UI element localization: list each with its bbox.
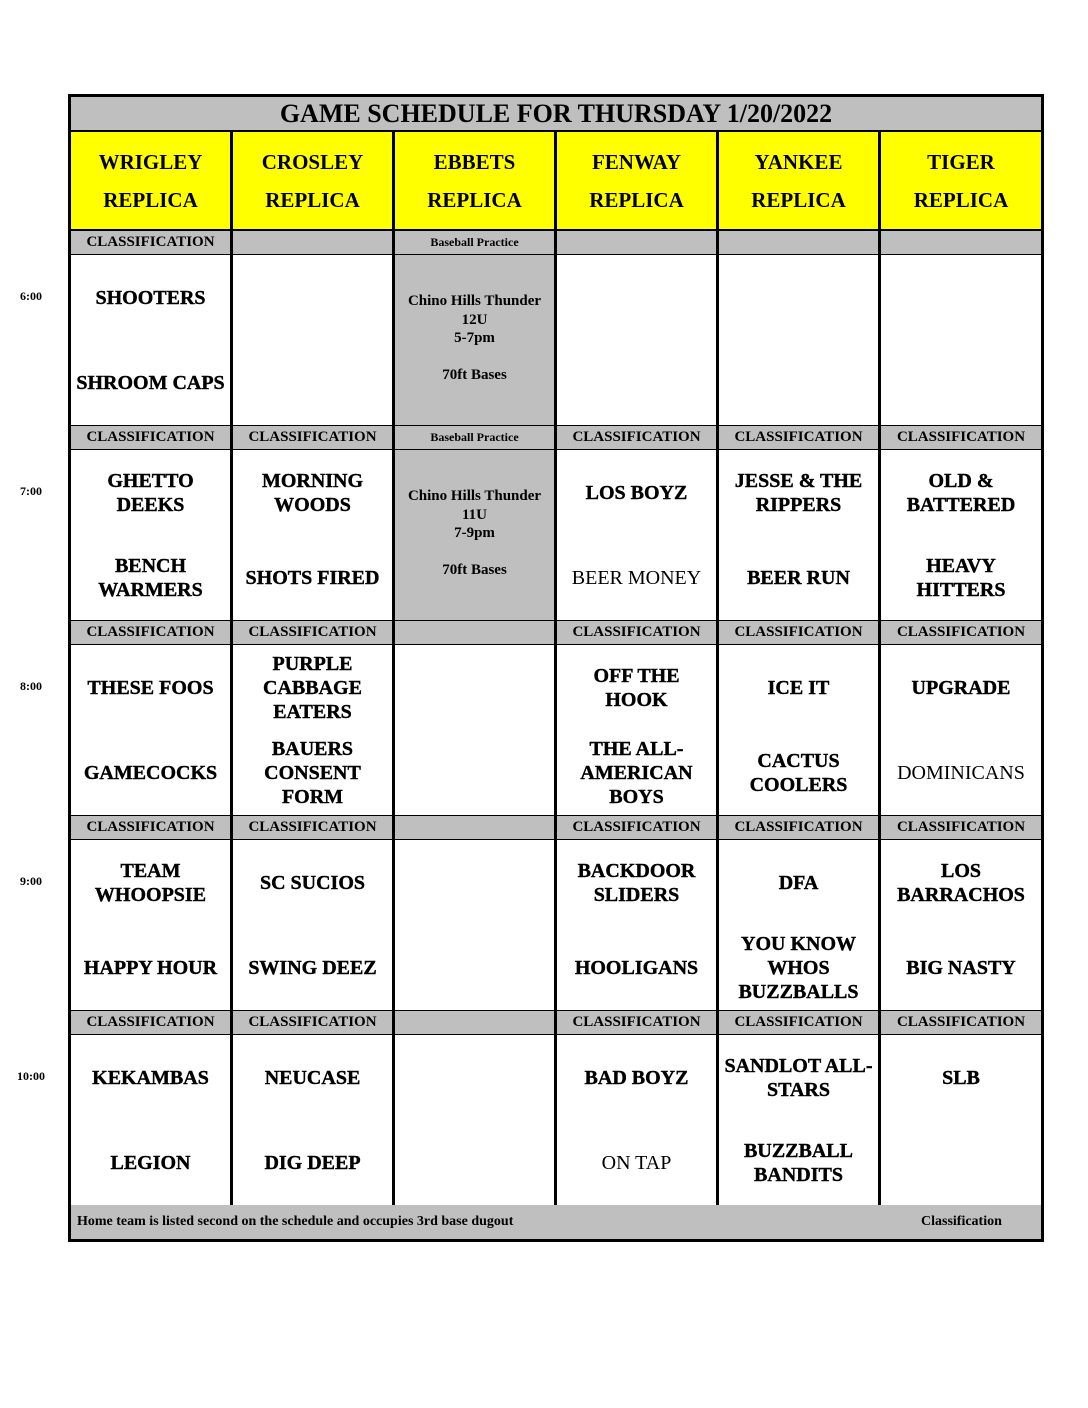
classification-bar [395, 621, 554, 644]
footer-legend: Classification [921, 1214, 1002, 1229]
game-cell [233, 840, 392, 1010]
game-cell [881, 840, 1041, 1010]
field-header-tiger [881, 132, 1041, 229]
footer-note: Home team is listed second on the schedule and occupies 3rd base dugout [77, 1214, 514, 1229]
visiting-team: KEKAMBAS [92, 1066, 209, 1089]
visiting-team: JESSE & THE RIPPERS [734, 469, 863, 516]
field-name: FENWAY [591, 149, 682, 174]
home-team: DOMINICANS [897, 761, 1025, 784]
home-team: DIG DEEP [264, 1151, 361, 1174]
visiting-team: ICE IT [767, 676, 830, 699]
home-team: THE ALL-AMERICAN BOYS [580, 737, 693, 808]
game-cell [395, 645, 554, 815]
classification-label: CLASSIFICATION [86, 624, 215, 640]
classification-bar [233, 231, 392, 254]
game-cell [395, 1035, 554, 1205]
classification-bar [233, 816, 392, 839]
field-header-crosley [233, 132, 392, 229]
practice-line: 5-7pm [454, 330, 495, 346]
visiting-team: BAD BOYZ [584, 1066, 689, 1089]
visiting-team: SANDLOT ALL-STARS [724, 1054, 873, 1101]
classification-label: CLASSIFICATION [572, 1014, 701, 1030]
classification-bar [557, 426, 716, 449]
home-team: CACTUS COOLERS [749, 749, 848, 796]
game-cell [71, 645, 230, 815]
visiting-team: SHOOTERS [95, 286, 206, 309]
field-name: WRIGLEY [98, 149, 203, 174]
classification-label: CLASSIFICATION [734, 819, 863, 835]
classification-label: Baseball Practice [430, 235, 519, 249]
home-team: SHROOM CAPS [76, 371, 225, 394]
game-cell [557, 1035, 716, 1205]
footer-note-bar [71, 1205, 1041, 1239]
game-cell [71, 450, 230, 620]
schedule-title [71, 97, 1041, 130]
field-name: YANKEE [754, 149, 843, 174]
home-team [395, 925, 554, 1010]
field-subtitle: REPLICA [913, 187, 1009, 212]
visiting-team [719, 255, 878, 340]
classification-bar [557, 816, 716, 839]
home-team [881, 1120, 1041, 1205]
visiting-team: SLB [942, 1066, 980, 1089]
visiting-team [395, 840, 554, 925]
home-team [881, 340, 1041, 425]
classification-bar [233, 1011, 392, 1034]
practice-line: 11U [461, 506, 487, 523]
field-header-yankee [719, 132, 878, 229]
game-cell [557, 645, 716, 815]
classification-label: CLASSIFICATION [734, 624, 863, 640]
classification-bar [719, 1011, 878, 1034]
home-team [557, 340, 716, 425]
field-name: TIGER [927, 149, 995, 174]
classification-bar [233, 426, 392, 449]
visiting-team: OLD & BATTERED [906, 469, 1016, 516]
home-team: LEGION [110, 1151, 191, 1174]
home-team: HEAVY HITTERS [916, 554, 1006, 601]
visiting-team: LOS BARRACHOS [897, 859, 1025, 906]
classification-bar [719, 816, 878, 839]
classification-label: Baseball Practice [430, 430, 519, 444]
home-team [395, 730, 554, 815]
game-cell [557, 255, 716, 425]
home-team: SWING DEEZ [248, 956, 377, 979]
game-cell [719, 1035, 878, 1205]
time-label: 10:00 [17, 1069, 45, 1083]
game-cell [557, 450, 716, 620]
visiting-team: TEAM WHOOPSIE [94, 859, 207, 906]
visiting-team [881, 255, 1041, 340]
practice-line: Chino Hills Thunder [407, 293, 542, 309]
game-cell [71, 255, 230, 425]
game-cell [881, 645, 1041, 815]
classification-bar [71, 231, 230, 254]
classification-label: CLASSIFICATION [86, 429, 215, 445]
visiting-team [395, 1035, 554, 1120]
field-subtitle: REPLICA [589, 187, 684, 212]
field-subtitle: REPLICA [103, 187, 198, 212]
classification-bar [71, 816, 230, 839]
visiting-team: MORNING WOODS [261, 469, 364, 516]
classification-label: CLASSIFICATION [896, 1014, 1026, 1030]
classification-label: CLASSIFICATION [896, 819, 1026, 835]
home-team: HAPPY HOUR [83, 956, 218, 979]
time-label: 6:00 [20, 289, 42, 303]
home-team: BEER RUN [747, 566, 850, 589]
visiting-team: UPGRADE [911, 676, 1011, 699]
game-cell [881, 450, 1041, 620]
game-cell [71, 840, 230, 1010]
visiting-team: NEUCASE [264, 1066, 361, 1089]
field-subtitle: REPLICA [751, 187, 846, 212]
classification-label: CLASSIFICATION [248, 429, 377, 445]
visiting-team: SC SUCIOS [259, 871, 366, 894]
field-subtitle: REPLICA [427, 187, 522, 212]
game-cell [233, 645, 392, 815]
practice-block [395, 450, 554, 620]
classification-bar [395, 231, 554, 254]
home-team: BAUERS CONSENT FORM [264, 737, 361, 808]
classification-bar [719, 426, 878, 449]
home-team: HOOLIGANS [574, 956, 699, 979]
game-cell [719, 645, 878, 815]
home-team: SHOTS FIRED [245, 566, 380, 589]
classification-label: CLASSIFICATION [86, 819, 215, 835]
time-label: 8:00 [20, 679, 42, 693]
classification-bar [71, 621, 230, 644]
classification-bar [395, 1011, 554, 1034]
visiting-team: THESE FOOS [87, 676, 214, 699]
visiting-team [395, 645, 554, 730]
visiting-team: OFF THE HOOK [593, 664, 680, 711]
game-cell [71, 1035, 230, 1205]
field-subtitle: REPLICA [265, 187, 360, 212]
game-cell [881, 1035, 1041, 1205]
classification-bar [881, 231, 1041, 254]
field-name: CROSLEY [261, 149, 364, 174]
visiting-team: GHETTO DEEKS [107, 469, 194, 516]
home-team [395, 1120, 554, 1205]
game-cell [233, 255, 392, 425]
time-label: 9:00 [20, 874, 42, 888]
classification-label: CLASSIFICATION [896, 624, 1026, 640]
classification-label: CLASSIFICATION [734, 429, 863, 445]
classification-bar [719, 621, 878, 644]
practice-line: 7-9pm [454, 525, 495, 541]
classification-label: CLASSIFICATION [86, 1014, 215, 1030]
schedule-title-text: GAME SCHEDULE FOR THURSDAY 1/20/2022 [279, 98, 833, 128]
game-cell [233, 1035, 392, 1205]
game-cell [557, 840, 716, 1010]
visiting-team: PURPLE CABBAGE EATERS [263, 652, 362, 723]
visiting-team: BACKDOOR SLIDERS [577, 859, 696, 906]
practice-block [395, 255, 554, 425]
classification-bar [881, 816, 1041, 839]
game-cell [719, 255, 878, 425]
classification-bar [881, 1011, 1041, 1034]
field-name: EBBETS [433, 149, 516, 174]
visiting-team: DFA [778, 871, 819, 894]
visiting-team [557, 255, 716, 340]
game-cell [719, 450, 878, 620]
classification-label: CLASSIFICATION [734, 1014, 863, 1030]
game-cell [881, 255, 1041, 425]
schedule-table [17, 94, 1044, 1242]
practice-line: 70ft Bases [442, 366, 507, 383]
classification-bar [233, 621, 392, 644]
home-team [719, 340, 878, 425]
classification-bar [71, 426, 230, 449]
time-label: 7:00 [20, 484, 42, 498]
home-team: ON TAP [601, 1151, 672, 1174]
classification-bar [719, 231, 878, 254]
practice-line: 12U [461, 311, 488, 328]
practice-line: 70ft Bases [442, 561, 507, 578]
classification-bar [881, 621, 1041, 644]
game-cell [719, 840, 878, 1010]
classification-bar [881, 426, 1041, 449]
home-team: BEER MONEY [571, 566, 702, 589]
home-team: BENCH WARMERS [98, 554, 203, 601]
classification-label: CLASSIFICATION [572, 429, 701, 445]
classification-label: CLASSIFICATION [248, 1014, 377, 1030]
home-team: GAMECOCKS [83, 761, 218, 784]
classification-label: CLASSIFICATION [86, 234, 215, 250]
classification-bar [557, 621, 716, 644]
classification-bar [557, 231, 716, 254]
classification-label: CLASSIFICATION [248, 819, 377, 835]
classification-label: CLASSIFICATION [572, 624, 701, 640]
game-cell [233, 450, 392, 620]
field-header-ebbets [395, 132, 554, 229]
field-header-fenway [557, 132, 716, 229]
classification-label: CLASSIFICATION [248, 624, 377, 640]
practice-line: Chino Hills Thunder [407, 488, 542, 504]
classification-bar [557, 1011, 716, 1034]
field-header-wrigley [71, 132, 230, 229]
classification-label: CLASSIFICATION [572, 819, 701, 835]
home-team [233, 340, 392, 425]
home-team: BUZZBALL BANDITS [744, 1139, 853, 1186]
classification-label: CLASSIFICATION [896, 429, 1026, 445]
classification-bar [395, 426, 554, 449]
game-cell [395, 840, 554, 1010]
home-team: YOU KNOW WHOS BUZZBALLS [738, 932, 859, 1003]
classification-bar [395, 816, 554, 839]
home-team: BIG NASTY [906, 956, 1016, 979]
classification-bar [71, 1011, 230, 1034]
visiting-team [233, 255, 392, 340]
visiting-team: LOS BOYZ [585, 481, 688, 504]
